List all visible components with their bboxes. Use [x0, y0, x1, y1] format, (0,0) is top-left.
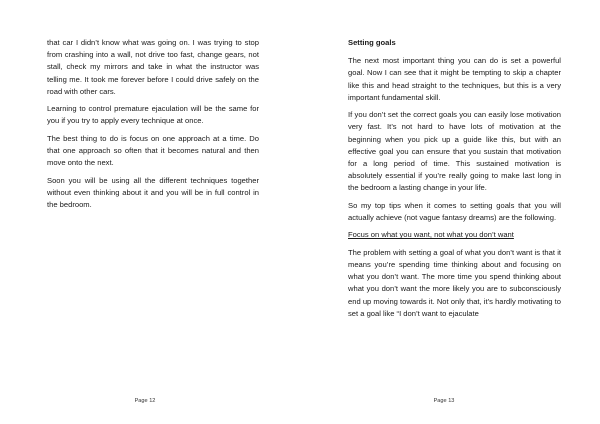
paragraph: The problem with setting a goal of what you don’t want is that it means you’re spending time thinking about and focusing on what you don’t want. The more time you spend thinking about what you don’t want the more likely you are to subconsciously end up moving towards it. Not only that, it’s hardly motivating to set a goal like “I don’t want to ejaculate: [348, 247, 561, 318]
left-page-text: [47, 37, 259, 216]
right-page-text: [348, 37, 561, 325]
right-page: [300, 0, 600, 424]
subsection-heading: Focus on what you want, not what you don’t want: [348, 230, 514, 240]
paragraph: So my top tips when it comes to setting goals that you will actually achieve (not vague fantasy dreams) are the following.: [348, 200, 561, 223]
paragraph: If you don’t set the correct goals you can easily lose motivation very fast. It’s not hard to have lots of motivation at the beginning when you pick up a guide like this, but with an effective goal you can ensure that you sustain that motivation for a long period of time. This sustained motivation is absolutely essential if you’re really going to make last long in the bedroom a lasting change in your life.: [348, 110, 561, 193]
paragraph: Soon you will be using all the different techniques together without even thinking about it and you will be in full control in the bedroom.: [47, 175, 259, 209]
page-number-footer: Page 12: [134, 398, 156, 404]
section-heading: Setting goals: [348, 38, 396, 47]
paragraph: that car I didn’t know what was going on. I was trying to stop from crashing into a wall, not drive too fast, change gears, not stall, check my mirrors and take in what the instructor was telling me. It took me forever before I could drive safely on the road with other cars.: [47, 38, 259, 96]
page-number-footer: Page 13: [433, 398, 455, 404]
paragraph: The next most important thing you can do is set a powerful goal. Now I can see that it might be tempting to skip a chapter like this and head straight to the techniques, but this is a very important fundamental skill.: [348, 56, 561, 102]
paragraph: Learning to control premature ejaculation will be the same for you if you try to apply every technique at once.: [47, 104, 259, 126]
paragraph: The best thing to do is focus on one approach at a time. Do that one approach so often that it becomes natural and then move onto the next.: [47, 133, 259, 168]
